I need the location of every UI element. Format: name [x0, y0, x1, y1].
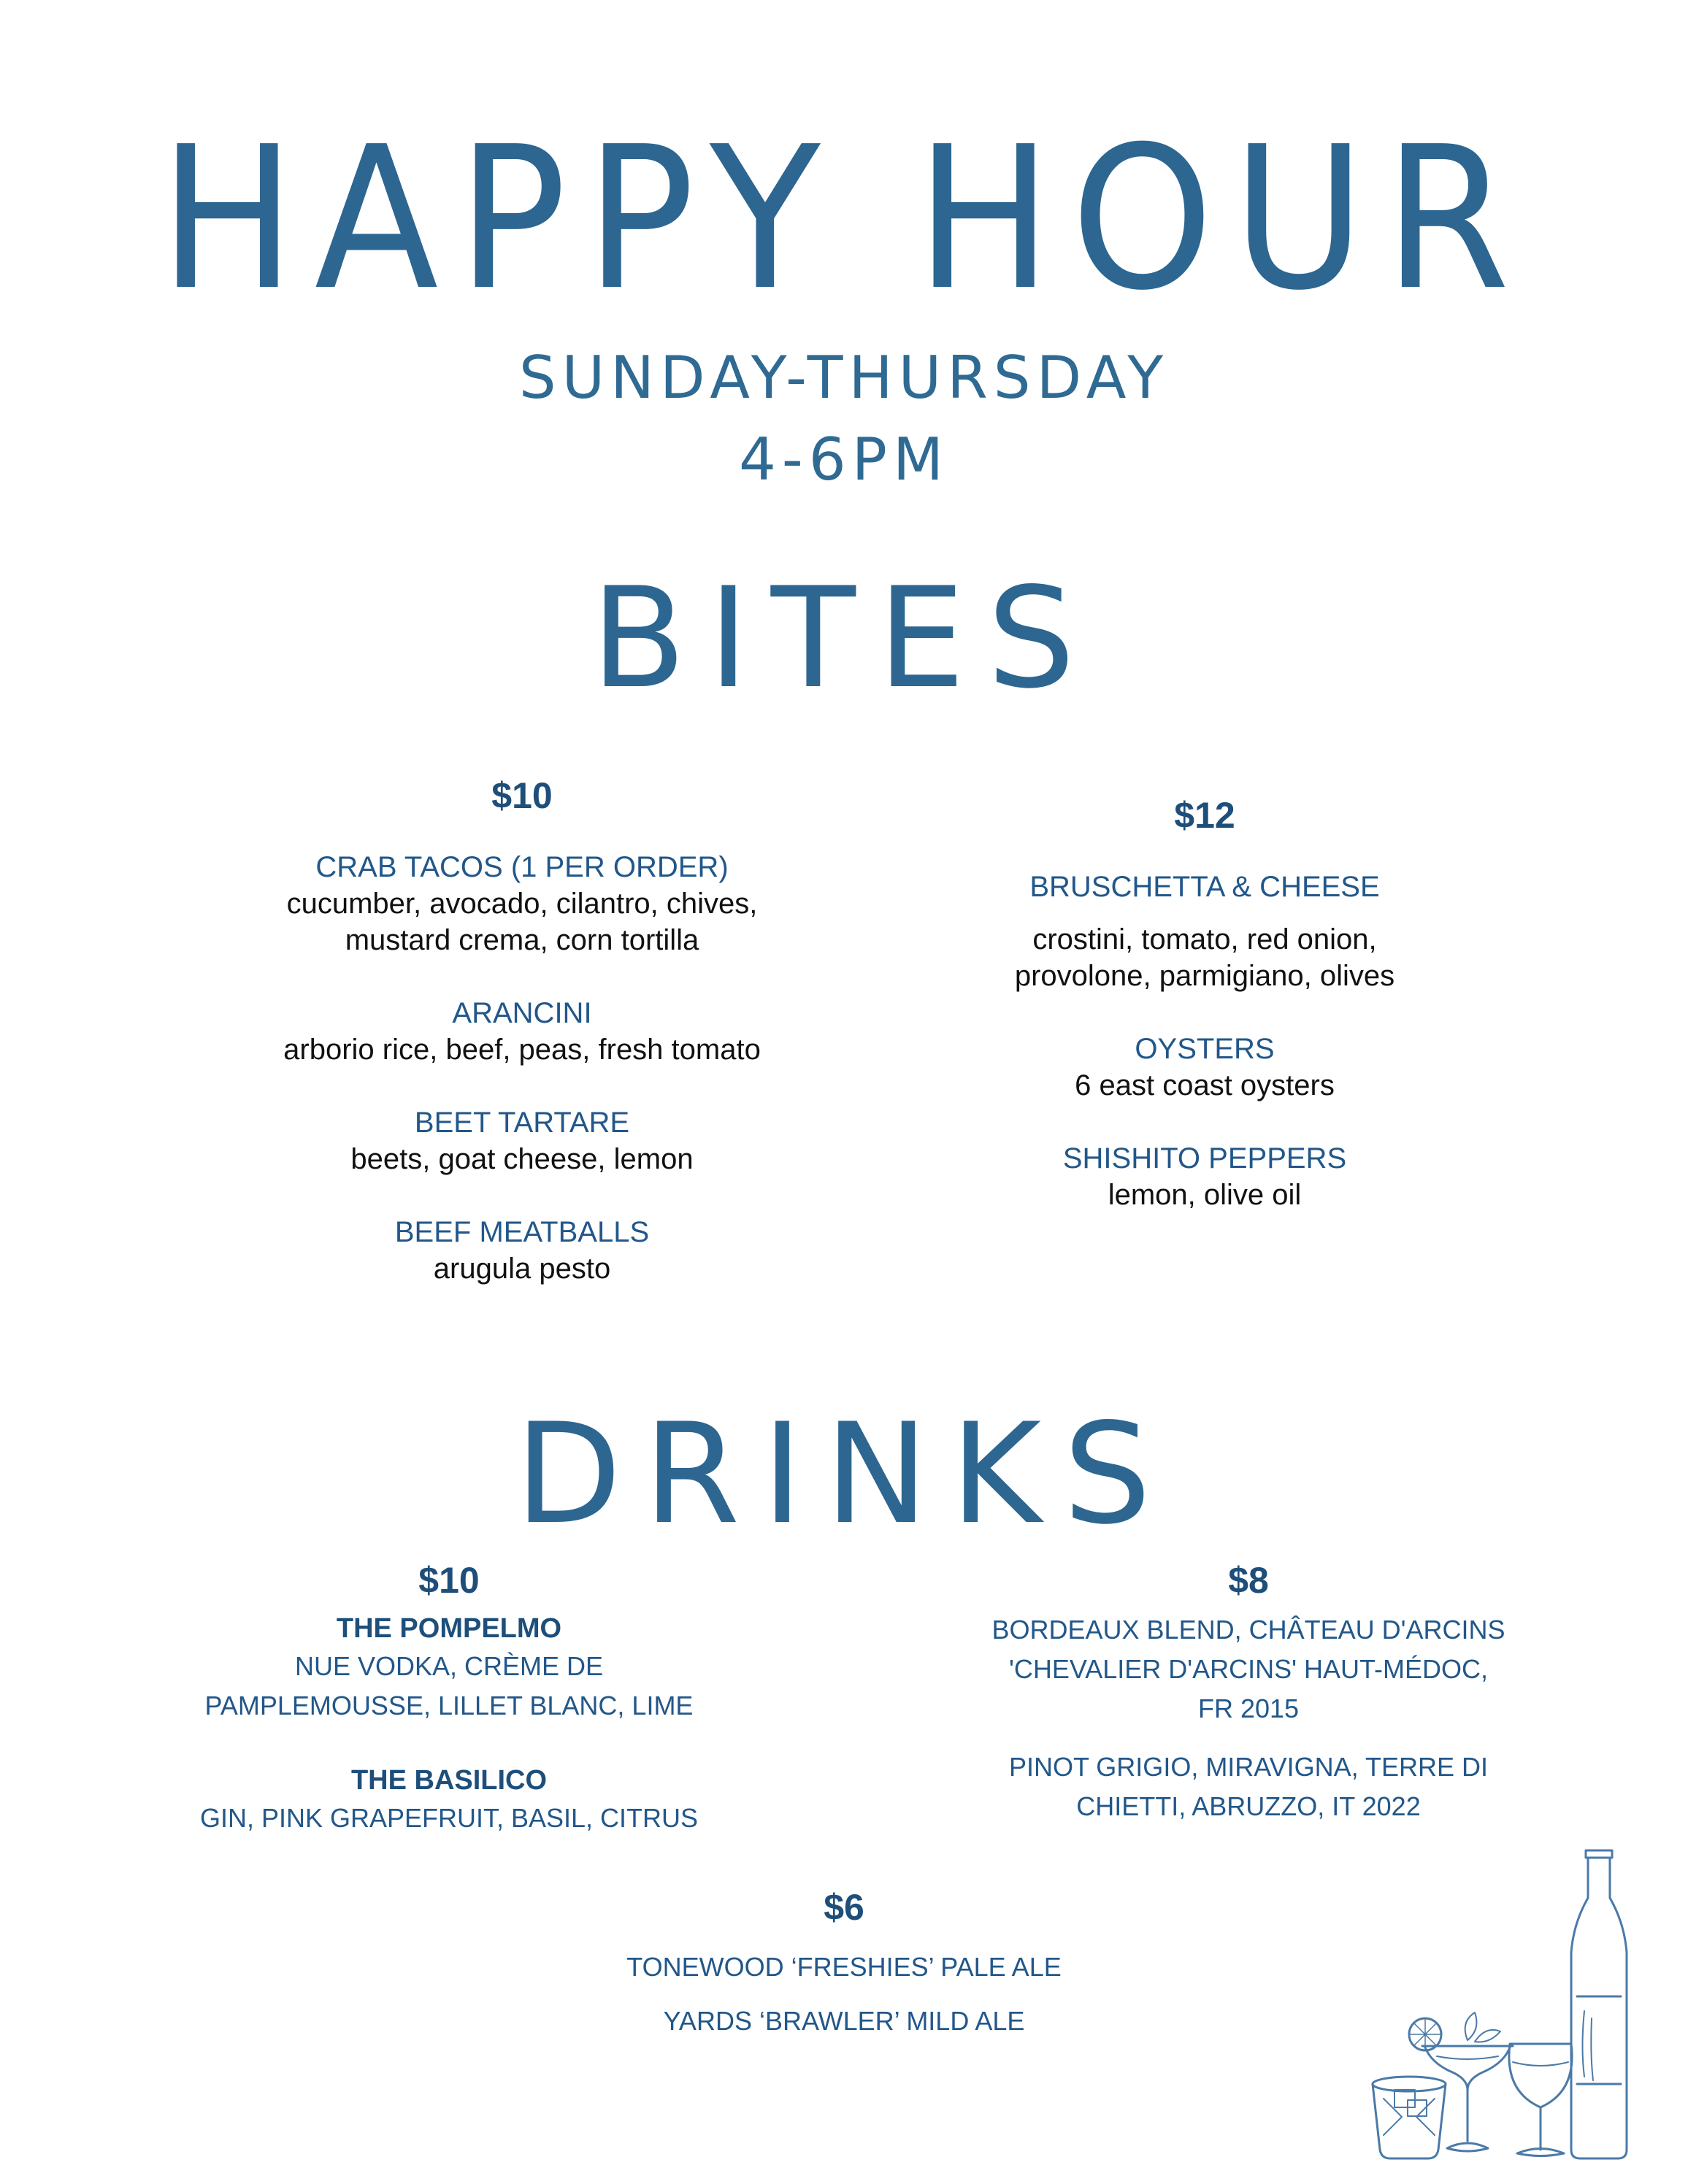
wine-line: BORDEAUX BLEND, CHÂTEAU D'ARCINS	[991, 1615, 1505, 1645]
drink-item	[29, 1610, 869, 1726]
item-desc: 6 east coast oysters	[1075, 1069, 1335, 1101]
item-desc: arugula pesto	[433, 1253, 611, 1285]
cocktail-illustration-icon	[1358, 1843, 1665, 2164]
item-name: BRUSCHETTA & CHEESE	[1029, 871, 1380, 903]
item-desc: provolone, parmigiano, olives	[1014, 960, 1395, 992]
bites-right-price: $12	[1174, 795, 1235, 836]
item-desc: crostini, tomato, red onion,	[1032, 923, 1377, 956]
hours-label: 4-6PM	[739, 426, 949, 493]
drink-name: THE BASILICO	[350, 1765, 548, 1796]
wine-line: FR 2015	[1197, 1693, 1300, 1723]
wine-item	[829, 1610, 1668, 1729]
item-desc: beets, goat cheese, lemon	[350, 1143, 694, 1175]
wine-line: PINOT GRIGIO, MIRAVIGNA, TERRE DI	[1008, 1752, 1489, 1782]
drinks-right-price: $8	[1228, 1560, 1269, 1601]
item-name: BEEF MEATBALLS	[394, 1216, 650, 1248]
menu-item	[785, 1140, 1624, 1213]
item-desc: mustard crema, corn tortilla	[345, 924, 699, 956]
bites-left-price: $10	[491, 775, 553, 816]
menu-item	[785, 1031, 1624, 1104]
wine-item	[829, 1747, 1668, 1826]
wine-line: CHIETTI, ABRUZZO, IT 2022	[1076, 1791, 1421, 1821]
item-name: SHISHITO PEPPERS	[1062, 1142, 1347, 1174]
drinks-right-column	[829, 1562, 1668, 1826]
item-name: ARANCINI	[452, 997, 592, 1029]
drink-name: THE POMPELMO	[336, 1613, 562, 1644]
bites-heading: BITES	[591, 558, 1097, 719]
drinks-heading: DRINKS	[515, 1393, 1173, 1555]
item-name: BEET TARTARE	[414, 1107, 630, 1139]
drinks-left-price: $10	[418, 1560, 480, 1601]
menu-item	[102, 1214, 942, 1287]
wine-line: 'CHEVALIER D'ARCINS' HAUT-MÉDOC,	[1008, 1654, 1489, 1684]
menu-item	[785, 869, 1624, 994]
drink-desc: GIN, PINK GRAPEFRUIT, BASIL, CITRUS	[199, 1803, 699, 1833]
drink-desc: PAMPLEMOUSSE, LILLET BLANC, LIME	[204, 1691, 694, 1720]
drink-item	[29, 1762, 869, 1838]
item-desc: arborio rice, beef, peas, fresh tomato	[283, 1034, 761, 1066]
bites-right-column	[785, 797, 1624, 1213]
beer-item: TONEWOOD ‘FRESHIES’ PALE ALE	[626, 1952, 1062, 1982]
beer-item: YARDS ‘BRAWLER’ MILD ALE	[663, 2006, 1025, 2036]
beer-section	[424, 1889, 1264, 2041]
item-desc: cucumber, avocado, cilantro, chives,	[286, 888, 758, 920]
days-label: SUNDAY-THURSDAY	[518, 344, 1170, 412]
item-name: CRAB TACOS (1 PER ORDER)	[315, 851, 729, 883]
drink-desc: NUE VODKA, CRÈME DE	[294, 1651, 604, 1681]
drinks-left-column	[29, 1562, 869, 1838]
item-name: OYSTERS	[1135, 1033, 1275, 1065]
beer-price: $6	[824, 1887, 864, 1928]
page-title: HAPPY HOUR	[159, 104, 1529, 334]
item-desc: lemon, olive oil	[1108, 1179, 1302, 1211]
